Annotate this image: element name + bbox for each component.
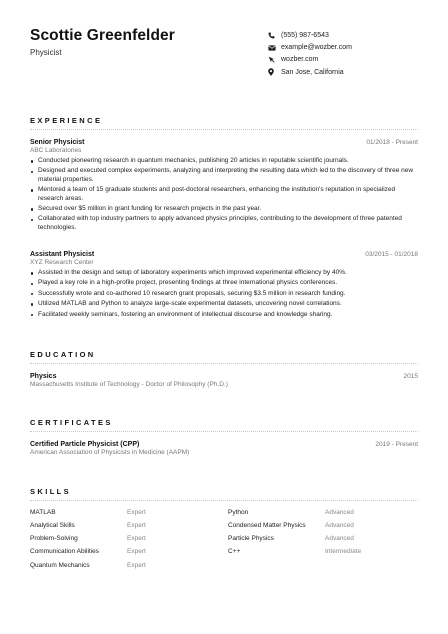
list-item: Successfully wrote and co-authored 10 research grant proposals, securing $3.5 million in research funding.: [30, 290, 418, 298]
list-item: Mentored a team of 15 graduate students and post-doctoral researchers, enhancing the institution's reputation in specialized research areas.: [30, 186, 418, 203]
contact-phone[interactable]: [268, 29, 428, 41]
list-item: Secured over $5 million in grant funding for research projects in the past year.: [30, 205, 418, 213]
certificate-year: 2019 - Present: [375, 441, 418, 448]
list-item: Designed and executed complex experiments, analyzing and interpreting the resulting data which led to the discovery of three new material properties.: [30, 167, 418, 184]
list-item: Utilized MATLAB and Python to analyze large-scale experimental datasets, uncovering novel correlations.: [30, 300, 418, 308]
candidate-role: Physicist: [30, 48, 62, 57]
skill-name: C++: [228, 548, 241, 555]
skill-level: Expert: [127, 548, 146, 555]
job-bullets: [30, 157, 418, 232]
job-dates: 01/2018 - Present: [366, 139, 418, 146]
skill-level: Expert: [127, 535, 146, 542]
education-year: 2015: [403, 373, 418, 380]
skill-name: Quantum Mechanics: [30, 562, 90, 569]
experience-heading: EXPERIENCE: [30, 116, 103, 125]
education-heading: EDUCATION: [30, 350, 96, 359]
certificates-heading: CERTIFICATES: [30, 418, 113, 427]
list-item: Assisted in the design and setup of laboratory experiments which improved experimental efficiency by 40%.: [30, 269, 418, 277]
skill-name: Problem-Solving: [30, 535, 78, 542]
contact-location-text: San Jose, California: [281, 68, 344, 76]
skill-name: Analytical Skills: [30, 522, 75, 529]
list-item: Facilitated weekly seminars, fostering an environment of intellectual discourse and knowledge sharing.: [30, 311, 418, 319]
location-icon: [268, 68, 281, 76]
experience-entry: [30, 139, 418, 234]
skill-name: Condensed Matter Physics: [228, 522, 306, 529]
email-icon: [268, 45, 281, 51]
skills-heading: SKILLS: [30, 487, 72, 496]
job-title: Senior Physicist: [30, 139, 85, 146]
phone-icon: [268, 32, 281, 39]
resume-header: [30, 26, 420, 86]
skill-level: Intermediate: [325, 548, 362, 555]
education-field: Physics: [30, 373, 57, 380]
certificates-divider: [30, 431, 418, 432]
contact-list: [268, 29, 428, 79]
education-divider: [30, 363, 418, 364]
skill-name: Particle Physics: [228, 535, 274, 542]
skill-level: Expert: [127, 522, 146, 529]
skill-level: Expert: [127, 509, 146, 516]
contact-website[interactable]: [268, 54, 428, 66]
skill-level: Advanced: [325, 522, 354, 529]
job-company: ABC Laboratories: [30, 147, 82, 154]
contact-website-text: wozber.com: [281, 56, 319, 64]
certificate-name: Certified Particle Physicist (CPP): [30, 441, 140, 448]
contact-email[interactable]: [268, 41, 428, 53]
job-title: Assistant Physicist: [30, 251, 95, 258]
contact-location: [268, 66, 428, 78]
skill-level: Advanced: [325, 509, 354, 516]
list-item: Conducted pioneering research in quantum mechanics, publishing 20 articles in reputable scientific journals.: [30, 157, 418, 165]
certificate-entry: [30, 441, 418, 456]
candidate-name: Scottie Greenfelder: [30, 27, 175, 44]
skill-name: Python: [228, 509, 249, 516]
skill-level: Advanced: [325, 535, 354, 542]
education-entry: [30, 373, 418, 388]
skill-name: Communication Abilities: [30, 548, 100, 555]
contact-email-text: example@wozber.com: [281, 44, 352, 52]
skill-name: MATLAB: [30, 509, 56, 516]
list-item: Collaborated with top industry partners to apply advanced physics principles, contributing to the development of three patented technologies.: [30, 215, 418, 232]
certificate-issuer: American Association of Physicists in Medicine (AAPM): [30, 449, 190, 456]
job-bullets: [30, 269, 418, 319]
contact-phone-text: (555) 987-6543: [281, 31, 329, 39]
link-icon: [268, 56, 281, 63]
job-dates: 03/2015 - 01/2018: [365, 251, 418, 258]
education-details: Massachusetts Institute of Technology - Doctor of Philosophy (Ph.D.): [30, 381, 228, 388]
skills-divider: [30, 500, 418, 501]
job-company: XYZ Research Center: [30, 259, 94, 266]
list-item: Played a key role in a high-profile project, presenting findings at three international physics conferences.: [30, 279, 418, 287]
experience-entry: [30, 251, 418, 321]
skill-level: Expert: [127, 562, 146, 569]
experience-divider: [30, 129, 418, 130]
